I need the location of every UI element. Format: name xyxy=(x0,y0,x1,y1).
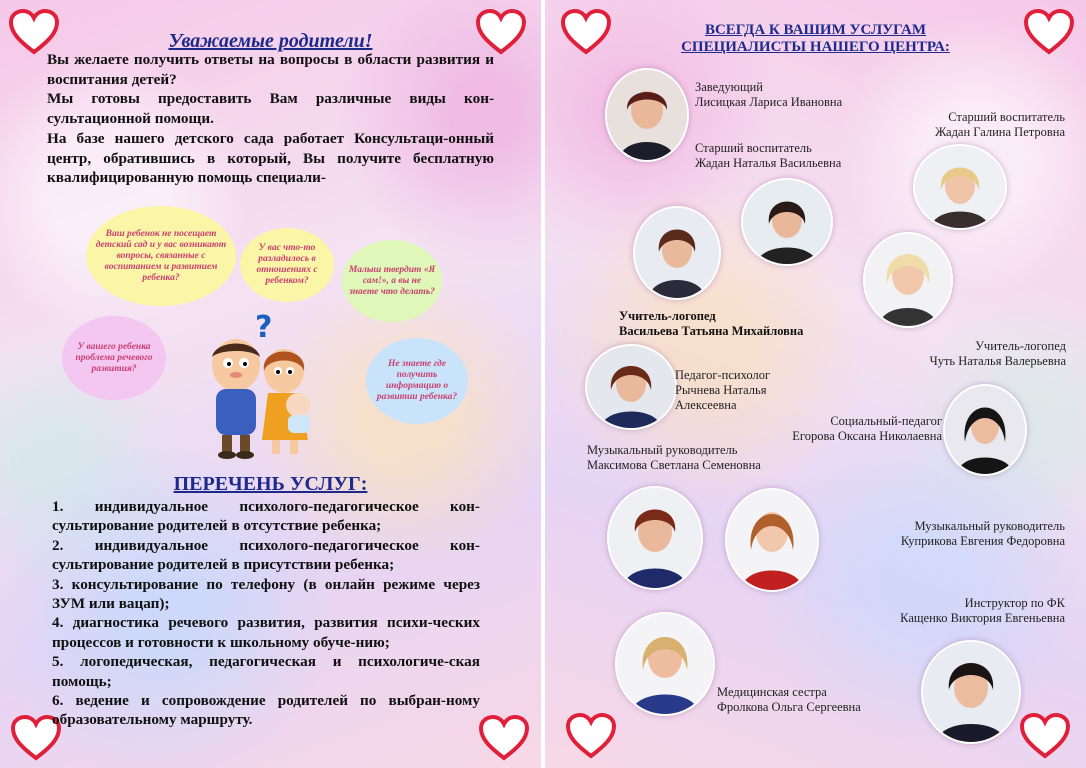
list-item: 5. логопедическая, педагогическая и психологиче-ская помощь; xyxy=(52,653,480,690)
list-item: 4. диагностика речевого развития, развития психи-ческих процессов и готовности к школьному обуче-нию; xyxy=(52,614,480,651)
services-list xyxy=(52,497,480,730)
staff-label: Старший воспитатель Жадан Наталья Васильевна xyxy=(695,141,842,170)
portrait-photo xyxy=(633,206,721,300)
intro-text xyxy=(47,50,494,188)
thought-bubble: Не знаете где получить информацию о развитии ребенка? xyxy=(366,338,468,424)
thought-bubble: У вашего ребенка проблема речевого развития? xyxy=(62,316,166,400)
staff-label: Музыкальный руководитель Куприкова Евгения Федоровна xyxy=(900,519,1065,548)
greeting-title: Уважаемые родители! xyxy=(168,30,373,52)
intro-paragraph: Мы готовы предоставить Вам различные виды кон-сультационной помощи. xyxy=(47,90,494,128)
staff-label: Педагог-психолог Рычнева Наталья Алексеевна xyxy=(675,368,771,412)
specialists-title: ВСЕГДА К ВАШИМ УСЛУГАМ СПЕЦИАЛИСТЫ НАШЕГО ЦЕНТРА: xyxy=(681,22,950,55)
staff-label: Медицинская сестра Фролкова Ольга Сергеевна xyxy=(717,685,861,714)
intro-paragraph: На базе нашего детского сада работает Консультаци-онный центр, обратившись в который, Вы получите бесплатную квалифицированную помощь специали- xyxy=(47,129,494,187)
staff-label: Заведующий Лисицкая Лариса Ивановна xyxy=(695,80,843,109)
heart-icon xyxy=(1019,712,1071,760)
thought-bubble: Малыш твердит «Я сам!», а вы не знаете что делать? xyxy=(342,240,442,322)
services-title: ПЕРЕЧЕНЬ УСЛУГ: xyxy=(173,473,368,495)
staff-label: Учитель-логопед Васильева Татьяна Михайловна xyxy=(619,309,804,338)
intro-paragraph: Вы желаете получить ответы на вопросы в области развития и воспитания детей? xyxy=(47,51,494,88)
portrait-photo xyxy=(725,488,819,592)
portrait-photo xyxy=(943,384,1027,476)
heart-icon xyxy=(565,712,617,760)
staff-label: Инструктор по ФК Кащенко Виктория Евгеньевна xyxy=(900,596,1065,625)
list-item: 6. ведение и сопровождение родителей по выбран-ному образовательному маршруту. xyxy=(52,692,480,729)
portrait-photo xyxy=(607,486,703,590)
thought-bubble: Ваш ребенок не посещает детский сад и у вас возникают вопросы, связанные с воспитанием и развитием ребенка? xyxy=(86,206,236,306)
right-page xyxy=(545,0,1086,768)
portrait-photo xyxy=(921,640,1021,744)
staff-label: Старший воспитатель Жадан Галина Петровна xyxy=(935,110,1065,139)
portrait-photo xyxy=(615,612,715,716)
portrait-photo xyxy=(741,178,833,266)
list-item: 2. индивидуальное психолого-педагогическое кон-сультирование родителей в присутствии ребенка; xyxy=(52,536,480,574)
question-mark: ? xyxy=(255,310,273,345)
left-page xyxy=(0,0,541,768)
staff-label: Музыкальный руководитель Максимова Светлана Семеновна xyxy=(587,443,761,472)
portrait-photo xyxy=(913,144,1007,230)
portrait-photo xyxy=(863,232,953,328)
list-item: 3. консультирование по телефону (в онлайн режиме через ЗУМ или вацап); xyxy=(52,575,480,613)
thought-bubble: У вас что-то разладилось в отношениях с ребенком? xyxy=(240,228,334,302)
staff-label: Социальный-педагог Егорова Оксана Николаевна xyxy=(792,414,942,443)
portrait-photo xyxy=(605,68,689,162)
portrait-photo xyxy=(585,344,677,430)
staff-label: Учитель-логопед Чуть Наталья Валерьевна xyxy=(929,339,1066,368)
family-illustration xyxy=(196,335,336,460)
list-item: 1. индивидуальное психолого-педагогическое кон-сультирование родителей в отсутствие ребенка; xyxy=(52,498,480,535)
heart-icon xyxy=(478,714,530,762)
